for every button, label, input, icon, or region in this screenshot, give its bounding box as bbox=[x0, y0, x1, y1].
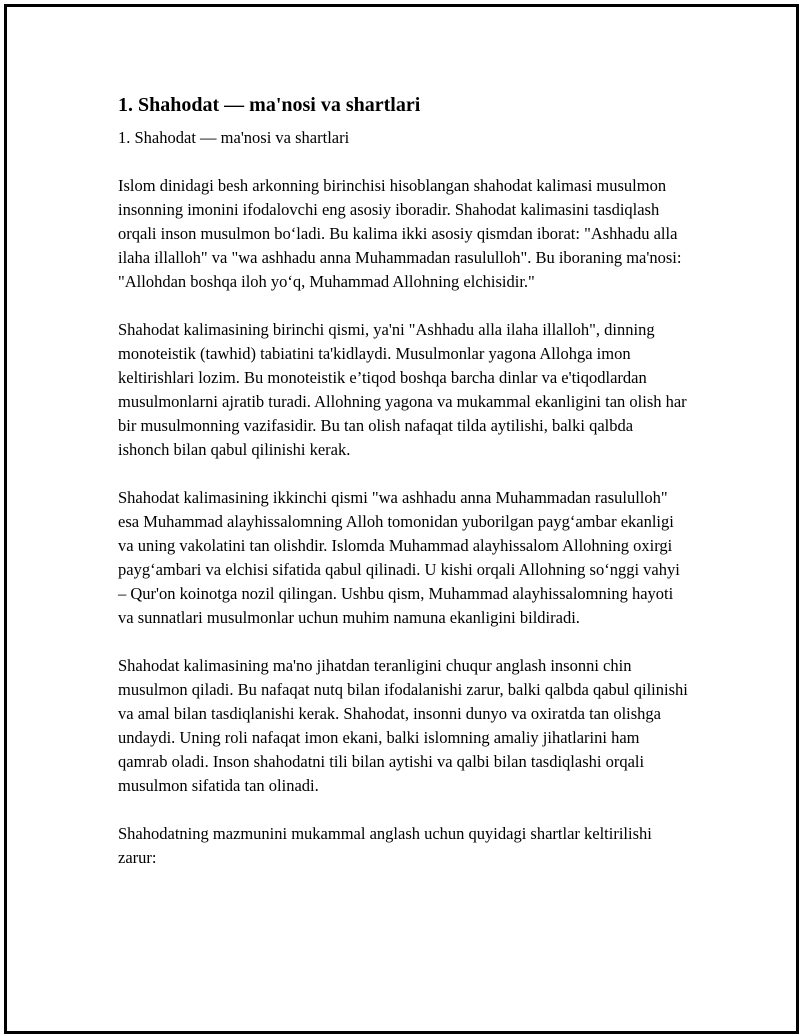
paragraph-meaning: Shahodat kalimasining ma'no jihatdan teranligini chuqur anglash insonni chin musulmon qiladi. Bu nafaqat nutq bilan ifodalanishi zarur, balki qalbda qabul qilinishi va amal bilan tasdiqlanishi kerak. Shahodat, insonni dunyo va oxiratda tan olishga undaydi. Uning roli nafaqat imon ekani, balki islomning amaliy jihatlarini ham qamrab oladi. Inson shahodatni tili bilan aytishi va qalbi bilan tasdiqlashi orqali musulmon sifatida tan olinadi. bbox=[118, 656, 688, 795]
paragraph-second-part: Shahodat kalimasining ikkinchi qismi "wa ashhadu anna Muhammadan rasululloh" esa Muhammad alayhissalomning Alloh tomonidan yuborilgan payg‘ambar ekanligi va uning vakolatini tan olishdir. Islomda Muhammad alayhissalom Allohning oxirgi payg‘ambari va elchisi sifatida qabul qilinadi. U kishi orqali Allohning so‘nggi vahyi – Qur'on koinotga nozil qilingan. Ushbu qism, Muhammad alayhissalomning hayoti va sunnatlari musulmonlar uchun muhim namuna ekanligini bildiradi. bbox=[118, 488, 680, 627]
document-body bbox=[118, 90, 688, 894]
paragraph-conditions-intro: Shahodatning mazmunini mukammal anglash uchun quyidagi shartlar keltirilishi zarur: bbox=[118, 824, 652, 867]
section-subheading: 1. Shahodat — ma'nosi va shartlari bbox=[118, 128, 350, 147]
paragraph-first-part: Shahodat kalimasining birinchi qismi, ya'ni "Ashhadu alla ilaha illalloh", dinning monoteistik (tawhid) tabiatini ta'kidlaydi. Musulmonlar yagona Allohga imon keltirishlari lozim. Bu monoteistik e’tiqod boshqa barcha dinlar va e'tiqodlardan musulmonlarni ajratib turadi. Allohning yagona va mukammal ekanligini tan olish har bir musulmonning vazifasidir. Bu tan olish nafaqat tilda aytilishi, balki qalbda ishonch bilan qabul qilinishi kerak. bbox=[118, 320, 687, 459]
page-title: 1. Shahodat — ma'nosi va shartlari bbox=[118, 94, 421, 116]
paragraph-intro: Islom dinidagi besh arkonning birinchisi hisoblangan shahodat kalimasi musulmon insonning imonini ifodalovchi eng asosiy iboradir. Shahodat kalimasini tasdiqlash orqali inson musulmon bo‘ladi. Bu kalima ikki asosiy qismdan iborat: "Ashhadu alla ilaha illalloh" va "wa ashhadu anna Muhammadan rasululloh". Bu iboraning ma'nosi: "Allohdan boshqa iloh yo‘q, Muhammad Allohning elchisidir." bbox=[118, 176, 682, 291]
